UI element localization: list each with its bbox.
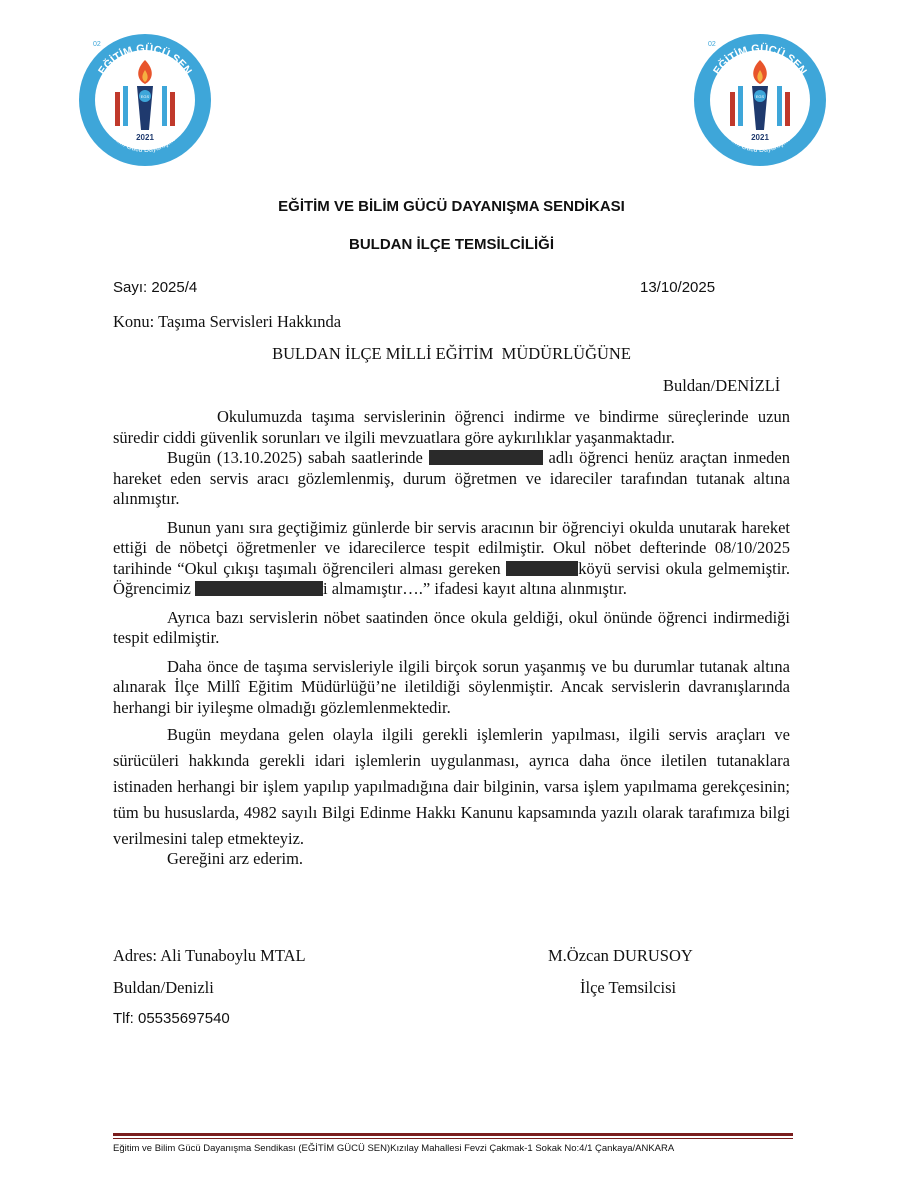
union-logo-right xyxy=(690,30,830,170)
recipient-title: BULDAN İLÇE MİLLİ EĞİTİM MÜDÜRLÜĞÜNE xyxy=(272,344,631,363)
paragraph-3-end: i almamıştır….” ifadesi kayıt altına alınmıştır. xyxy=(323,579,627,598)
footer-address: Eğitim ve Bilim Gücü Dayanışma Sendikası (EĞİTİM GÜCÜ SEN)Kızılay Mahallesi Fevzi Çakmak-1 Sokak No:4/1 Çankaya/ANKARA xyxy=(113,1143,675,1154)
logo-year: 2021 xyxy=(136,133,154,142)
branch-heading: BULDAN İLÇE TEMSİLCİLİĞİ xyxy=(349,236,554,253)
logo-year: 2021 xyxy=(751,133,769,142)
redacted-village-name xyxy=(506,561,578,576)
subject-line xyxy=(113,312,341,332)
redacted-student-name xyxy=(429,450,543,465)
org-heading: EĞİTİM VE BİLİM GÜCÜ DAYANIŞMA SENDİKASI xyxy=(278,198,625,215)
logo-badge: EGS xyxy=(140,94,150,99)
address-line-1: Adres: Ali Tunaboylu MTAL xyxy=(113,946,306,965)
paragraph-1: Okulumuzda taşıma servislerinin öğrenci indirme ve bindirme süreçlerinde uzun süredir ciddi güvenlik sorunları ve ilgili mevzuatlara göre aykırılıklar yaşanmaktadır. xyxy=(113,407,790,447)
document-date: 13/10/2025 xyxy=(640,279,716,296)
footer-rule xyxy=(113,1133,793,1136)
signatory-name: M.Özcan DURUSOY xyxy=(548,946,693,965)
subject-value: Taşıma Servisleri Hakkında xyxy=(158,312,342,331)
closing-line: Gereğini arz ederim. xyxy=(167,849,304,868)
paragraph-3 xyxy=(113,518,790,600)
subject-label: Konu: xyxy=(113,312,155,331)
document-number: Sayı: 2025/4 xyxy=(113,279,198,296)
recipient-place: Buldan/DENİZLİ xyxy=(663,376,781,395)
logo-top-text: EĞİTİM GÜCÜ SEN xyxy=(96,42,194,78)
paragraph-2-end: adlı öğrenci henüz araçtan inmeden hareket eden servis aracı gözlemlenmiş, durum öğretmen ve idareciler tarafından tutanak altına alınmıştır. xyxy=(113,448,791,508)
footer-rule-thin xyxy=(113,1138,793,1139)
paragraph-3-start: Bunun yanı sıra geçtiğimiz günlerde bir servis aracının bir öğrenciyi okulda unutarak hareket ettiği de nöbetçi öğretmenler ve idarecilerce tespit edilmiştir. Okul nöbet defterinde 08/10/2025 tarihinde “Okul çıkışı taşımalı öğrencileri alması gereken xyxy=(113,517,790,578)
address-line-2: Buldan/Denizli xyxy=(113,978,214,997)
logo-badge: EGS xyxy=(755,94,765,99)
paragraph-3-mid: köyü servisi okula gelmemiştir. Öğrencimiz xyxy=(113,558,791,598)
logo-bottom-text: Eğitim ve Bilim Gücü Dayanışma Sendikası xyxy=(98,109,191,155)
logo-bottom-text: Eğitim ve Bilim Gücü Dayanışma Sendikası xyxy=(713,109,806,155)
logo-number: 02 xyxy=(708,41,716,48)
logo-number: 02 xyxy=(93,41,101,48)
phone-number: Tlf: 05535697540 xyxy=(113,1010,230,1027)
signatory-title: İlçe Temsilcisi xyxy=(580,978,677,997)
redacted-student-name-2 xyxy=(195,581,323,596)
union-logo-left xyxy=(75,30,215,170)
paragraph-4: Ayrıca bazı servislerin nöbet saatinden önce okula geldiği, okul önünde öğrenci indirmediği tespit edilmiştir. xyxy=(113,607,790,647)
paragraph-2-start: Bugün (13.10.2025) sabah saatlerinde xyxy=(167,448,423,467)
paragraph-6: Bugün meydana gelen olayla ilgili gerekli işlemlerin yapılması, ilgili servis araçları ve sürücüleri hakkında gerekli idari işlemlerin uygulanması, ayrıca daha önce iletilen tutanaklara istinaden herhangi bir işlem yapılıp yapılmadığına dair bilginin, varsa işlem yapılmama gerekçesinin; tüm bu hususlarda, 4982 sayılı Bilgi Edinme Hakkı Kanunu kapsamında yazılı olarak tarafımıza bilgi verilmesini talep etmekteyiz. xyxy=(113,725,790,848)
letter-body xyxy=(113,407,790,852)
logo-top-text: EĞİTİM GÜCÜ SEN xyxy=(711,42,809,78)
paragraph-2 xyxy=(113,448,790,510)
paragraph-5: Daha önce de taşıma servisleriyle ilgili birçok sorun yaşanmış ve bu durumlar tutanak altına alınarak İlçe Millî Eğitim Müdürlüğü’ne iletildiği söylenmiştir. Ancak servislerin davranışlarında herhangi bir iyileşme olmadığı gözlemlenmektedir. xyxy=(113,656,790,717)
